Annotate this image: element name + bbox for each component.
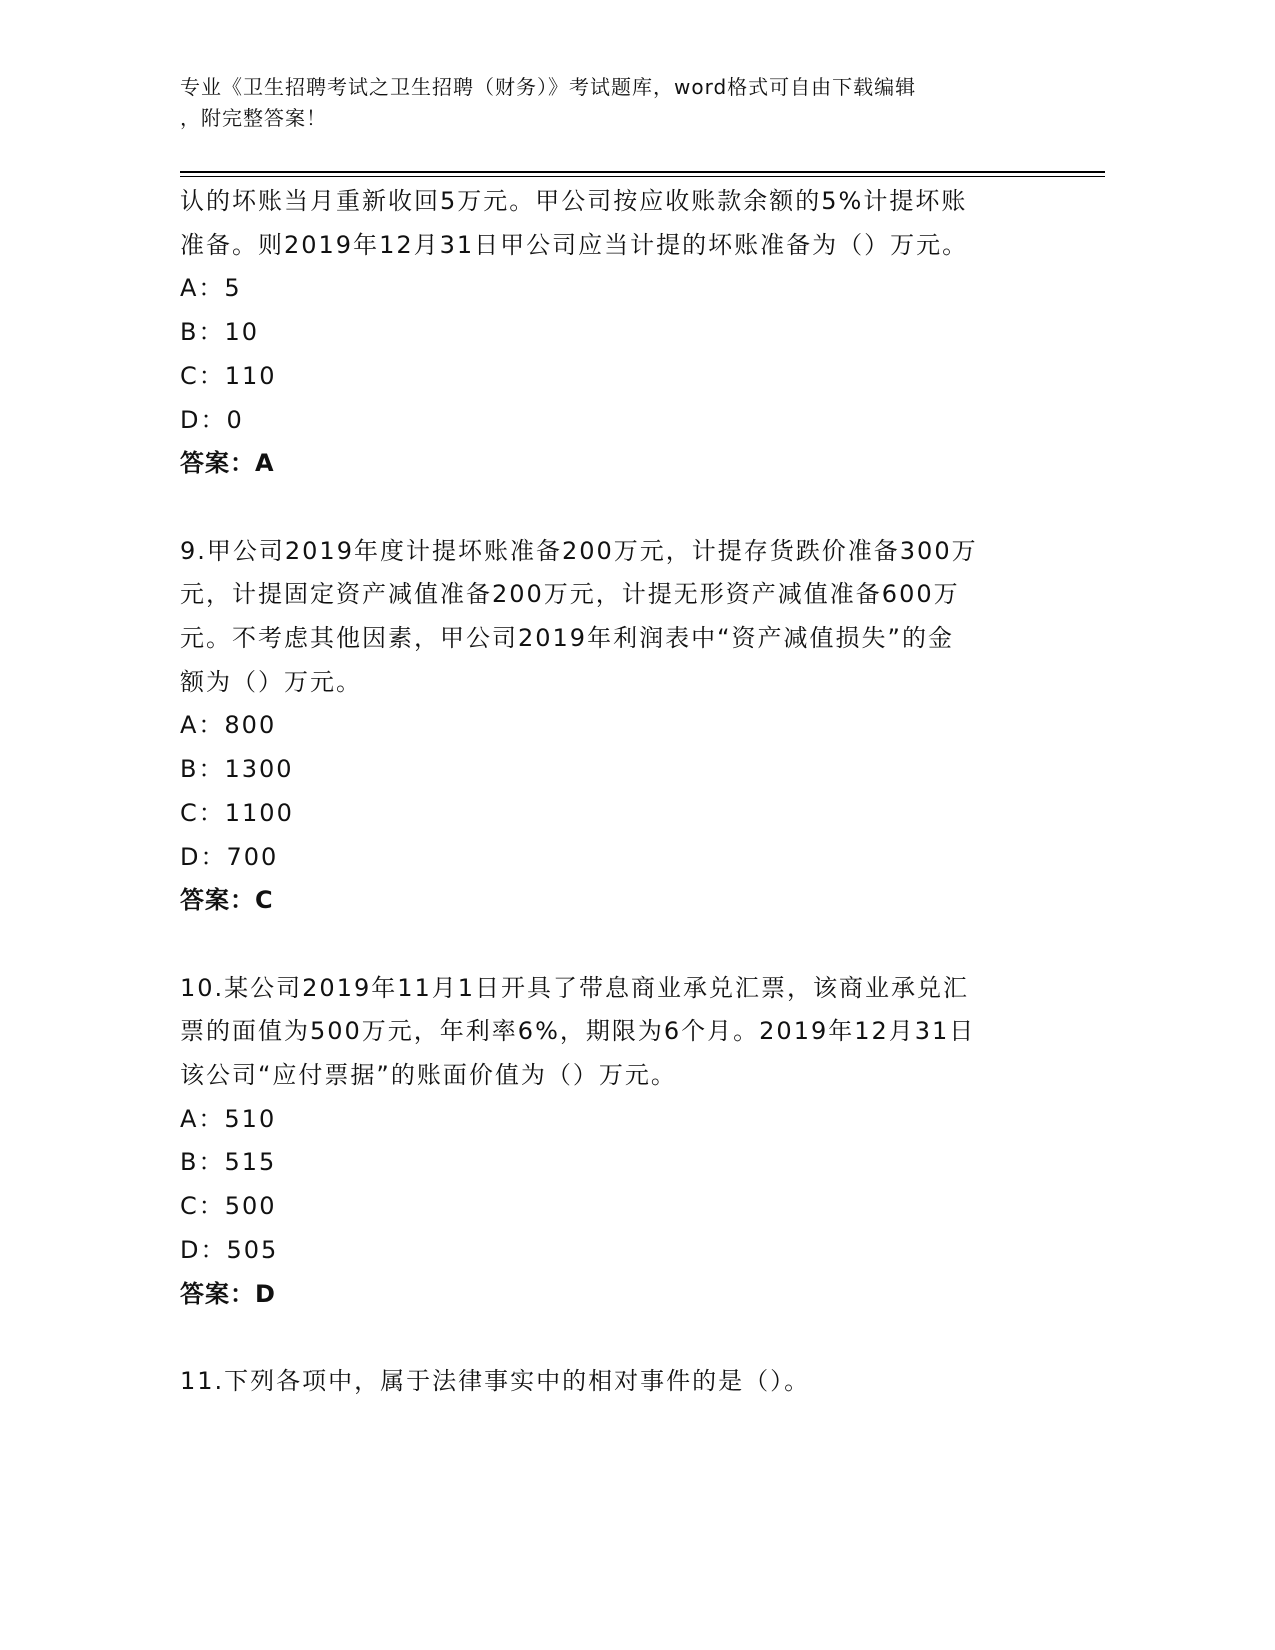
option-b: B：515 [180,1148,277,1177]
option-a: A：510 [180,1104,277,1133]
option-b: B：1300 [180,755,294,784]
option-b: B：10 [180,318,260,347]
document-body [180,180,1050,1404]
question-text: 11.下列各项中，属于法律事实中的相对事件的是（）。 [180,1366,811,1395]
answer: 答案：A [180,449,275,478]
option-c: C：110 [180,361,277,390]
question-text: 准备。则2019年12月31日甲公司应当计提的坏账准备为（）万元。 [180,230,969,259]
question-text: 该公司“应付票据”的账面价值为（）万元。 [180,1061,677,1090]
question-11 [180,1360,1050,1404]
question-text: 元。不考虑其他因素，甲公司2019年利润表中“资产减值损失”的金 [180,624,954,653]
option-a: A：800 [180,711,277,740]
header-title-line-2: ，附完整答案！ [180,106,327,130]
header-divider-bottom [180,176,1105,177]
question-text: 票的面值为500万元，年利率6%，期限为6个月。2019年12月31日 [180,1017,976,1046]
question-10 [180,967,1050,1317]
option-d: D：505 [180,1235,279,1264]
question-text: 10.某公司2019年11月1日开具了带息商业承兑汇票，该商业承兑汇 [180,973,970,1002]
answer: 答案：D [180,1279,276,1308]
option-c: C：1100 [180,798,294,827]
option-d: D：700 [180,842,279,871]
question-text: 认的坏账当月重新收回5万元。甲公司按应收账款余额的5%计提坏账 [180,187,968,215]
header-title-line-1: 专业《卫生招聘考试之卫生招聘（财务）》考试题库，word格式可自由下载编辑 [180,75,917,99]
option-c: C：500 [180,1192,277,1221]
question-text: 额为（）万元。 [180,667,362,696]
question-text: 9.甲公司2019年度计提坏账准备200万元，计提存货跌价准备300万 [180,536,978,565]
header-divider-top [180,171,1105,173]
answer: 答案：C [180,886,274,915]
option-d: D：0 [180,405,244,434]
option-a: A：5 [180,274,242,303]
question-9 [180,530,1050,923]
question-continuation [180,180,1050,486]
document-header [180,72,1040,134]
question-text: 元，计提固定资产减值准备200万元，计提无形资产减值准备600万 [180,580,960,609]
